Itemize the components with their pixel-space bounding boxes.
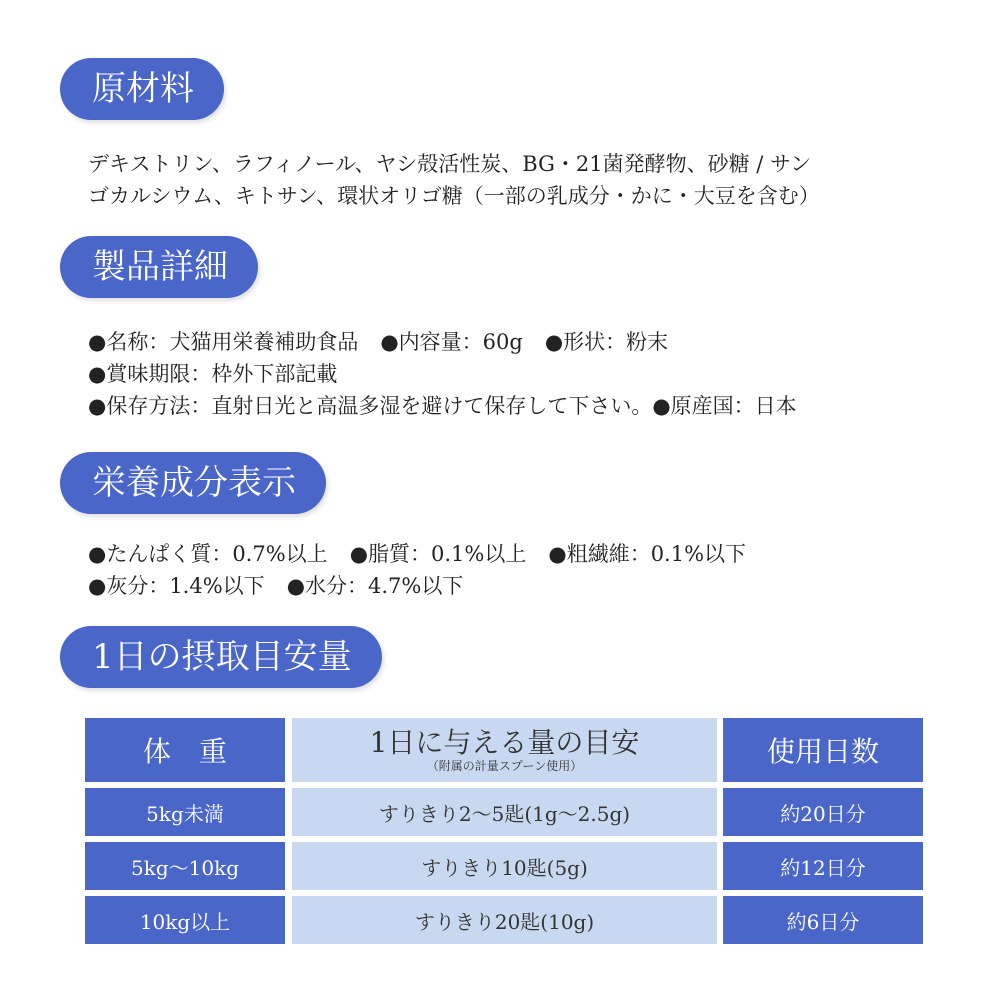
table-row-1-amount: すりきり2〜5匙(1g〜2.5g) xyxy=(292,788,717,836)
table-header-weight xyxy=(85,718,285,782)
nutrition-moisture: ●水分：4.7%以下 xyxy=(286,574,464,598)
table-row-3-weight: 10kg以上 xyxy=(85,896,285,944)
nutrition-fat: ●脂質：0.1%以上 xyxy=(349,542,527,566)
nutrition-ash: ●灰分：1.4%以下 xyxy=(88,574,265,598)
table-header-days xyxy=(723,718,923,782)
table-header-amount xyxy=(292,718,717,782)
table-row-3-days: 約6日分 xyxy=(723,896,923,944)
ingredients-line-1: デキストリン、ラフィノール、ヤシ殻活性炭、BG・21菌発酵物、砂糖 / サン xyxy=(88,152,811,176)
detail-volume: ●内容量：60g xyxy=(380,330,523,354)
section-title-product-details: 製品詳細 xyxy=(60,236,258,298)
detail-origin: ●原産国：日本 xyxy=(652,394,797,418)
table-header-amount-label: 1日に与える量の目安 xyxy=(369,725,640,759)
detail-name: ●名称：犬猫用栄養補助食品 xyxy=(88,330,359,354)
details-line-2 xyxy=(88,358,928,390)
detail-storage: ●保存方法：直射日光と高温多湿を避けて保存して下さい。 xyxy=(88,394,653,418)
table-row-3-amount: すりきり20匙(10g) xyxy=(292,896,717,944)
table-header-days-label: 使用日数 xyxy=(766,735,879,768)
section-title-nutrition: 栄養成分表示 xyxy=(60,452,326,514)
ingredients-line-2: ゴカルシウム、キトサン、環状オリゴ糖（一部の乳成分・かに・大豆を含む） xyxy=(88,184,820,208)
ingredients-text xyxy=(88,148,928,212)
detail-shape: ●形状：粉末 xyxy=(544,330,669,354)
nutrition-line-2 xyxy=(88,570,928,602)
table-header-weight-label: 体 重 xyxy=(142,735,227,768)
product-details-text xyxy=(88,326,928,422)
nutrition-text xyxy=(88,538,928,602)
table-row-2-weight: 5kg〜10kg xyxy=(85,842,285,890)
details-line-3 xyxy=(88,390,928,422)
section-title-daily-dosage: 1日の摂取目安量 xyxy=(60,626,382,688)
section-title-ingredients: 原材料 xyxy=(60,58,224,120)
table-row-2-days: 約12日分 xyxy=(723,842,923,890)
nutrition-line-1 xyxy=(88,538,928,570)
details-line-1 xyxy=(88,326,928,358)
table-row-1-weight: 5kg未満 xyxy=(85,788,285,836)
nutrition-fiber: ●粗繊維：0.1%以下 xyxy=(548,542,747,566)
detail-expiry: ●賞味期限：枠外下部記載 xyxy=(88,362,338,386)
table-header-amount-note: （附属の計量スプーン使用） xyxy=(426,758,583,773)
table-row-2-amount: すりきり10匙(5g) xyxy=(292,842,717,890)
nutrition-protein: ●たんぱく質：0.7%以上 xyxy=(88,542,328,566)
table-row-1-days: 約20日分 xyxy=(723,788,923,836)
